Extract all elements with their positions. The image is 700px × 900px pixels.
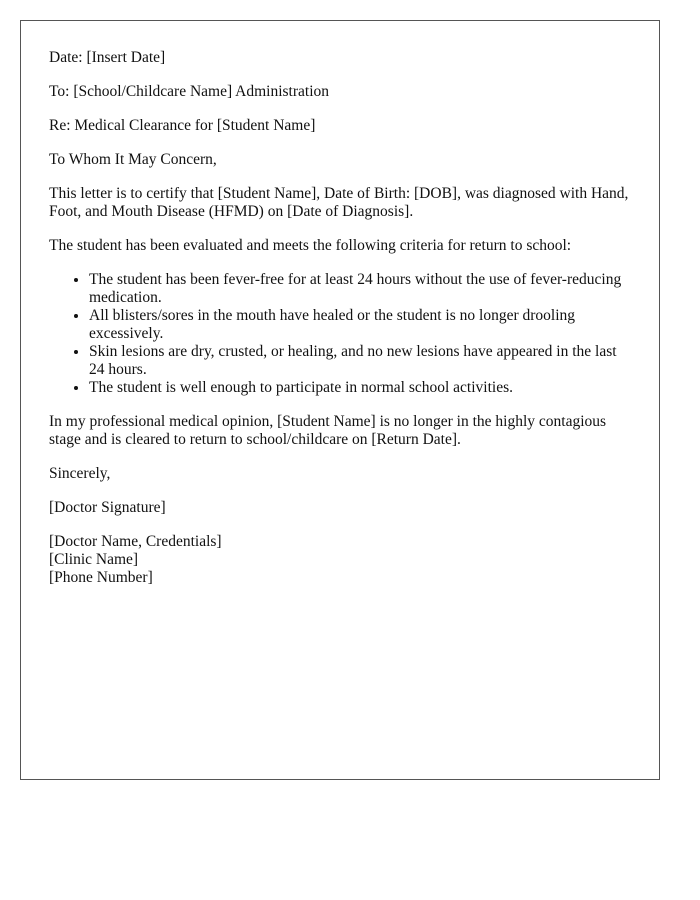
criteria-list: [49, 271, 634, 397]
recipient-line: To: [School/Childcare Name] Administration: [49, 83, 330, 100]
signature-placeholder: [Doctor Signature]: [49, 499, 166, 516]
letter-page: [20, 20, 660, 780]
diagnosis-paragraph: This letter is to certify that [Student Name], Date of Birth: [DOB], was diagnosed with Hand, Foot, and Mouth Disease (HFMD) on [Date of Diagnosis].: [49, 185, 629, 220]
criteria-item: • All blisters/sores in the mouth have healed or the student is no longer drooling excessively.: [89, 307, 634, 343]
doctor-info-block: [49, 533, 634, 587]
doctor-name: [Doctor Name, Credentials]: [49, 533, 222, 550]
criteria-item: • The student has been fever-free for at least 24 hours without the use of fever-reducing medication.: [89, 271, 634, 307]
criteria-item: • Skin lesions are dry, crusted, or healing, and no new lesions have appeared in the last 24 hours.: [89, 343, 634, 379]
criteria-item: • The student is well enough to participate in normal school activities.: [89, 379, 634, 397]
phone-number: [Phone Number]: [49, 569, 153, 586]
criteria-intro: The student has been evaluated and meets the following criteria for return to school:: [49, 237, 572, 254]
clinic-name: [Clinic Name]: [49, 551, 139, 568]
subject-line: Re: Medical Clearance for [Student Name]: [49, 117, 316, 134]
closing: Sincerely,: [49, 465, 111, 482]
letter-body: [49, 49, 634, 587]
salutation: To Whom It May Concern,: [49, 151, 217, 168]
clearance-paragraph: In my professional medical opinion, [Student Name] is no longer in the highly contagious stage and is cleared to return to school/childcare on [Return Date].: [49, 413, 607, 448]
date-line: Date: [Insert Date]: [49, 49, 166, 66]
